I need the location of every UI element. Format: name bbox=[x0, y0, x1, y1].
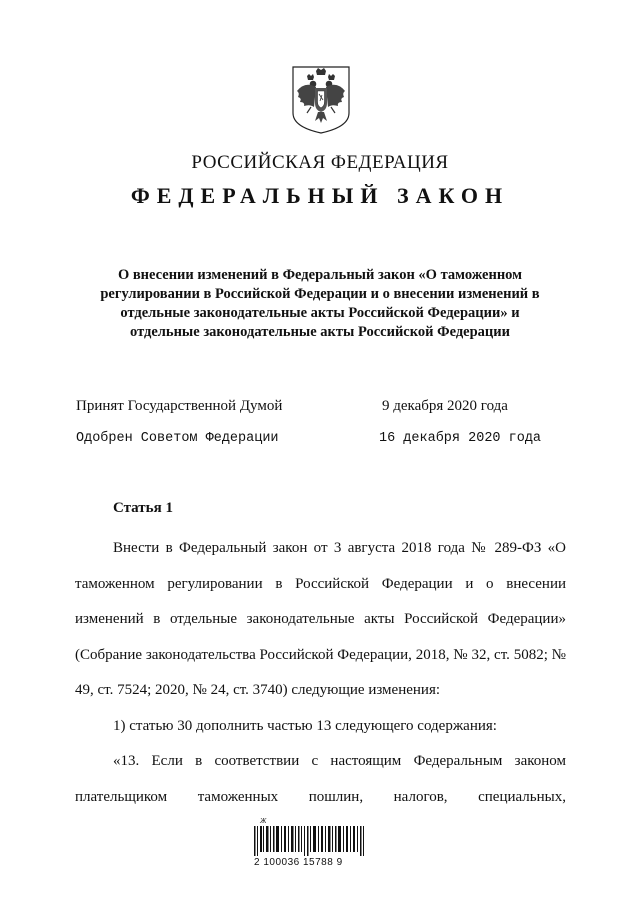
council-approval-label: Одобрен Советом Федерации bbox=[76, 431, 279, 446]
barcode-number: 2 100036 15788 9 bbox=[254, 857, 343, 868]
article-paragraph: 1) статью 30 дополнить частью 13 следующего содержания: bbox=[113, 717, 497, 734]
title-line: отдельные законодательные акты Российской Федерации» и bbox=[120, 305, 520, 321]
article-body bbox=[75, 531, 566, 815]
article-heading: Статья 1 bbox=[113, 500, 173, 516]
duma-adoption-date: 9 декабря 2020 года bbox=[382, 398, 508, 414]
council-approval-date: 16 декабря 2020 года bbox=[379, 431, 542, 446]
coat-of-arms-icon bbox=[289, 63, 353, 135]
title-line: отдельные законодательные акты Российской Федерации bbox=[130, 324, 510, 340]
document-type: ФЕДЕРАЛЬНЫЙ ЗАКОН bbox=[130, 183, 510, 208]
article-paragraph: «13. Если в соответствии с настоящим Федеральным законом плательщиком таможенных пошлин, налогов, специальных, bbox=[75, 753, 566, 805]
duma-adoption-label: Принят Государственной Думой bbox=[76, 398, 283, 414]
document-barcode bbox=[254, 817, 368, 868]
law-title bbox=[80, 266, 560, 342]
barcode-mark: Ж bbox=[260, 817, 267, 825]
article-paragraph: Внести в Федеральный закон от 3 августа 2018 года № 289-ФЗ «О таможенном регулировании в Российской Федерации и о внесении изменений в отдельные законодательные акты Российской Федерации» (Собрание законодательства Российской Федерации, 2018, № 32, ст. 5082; № 49, ст. 7524; 2020, № 24, ст. 3740) следующие изменения: bbox=[75, 540, 566, 698]
barcode-icon bbox=[254, 826, 366, 856]
country-name: РОССИЙСКАЯ ФЕДЕРАЦИЯ bbox=[191, 152, 449, 173]
title-line: регулировании в Российской Федерации и о внесении изменений в bbox=[100, 286, 540, 302]
title-line: О внесении изменений в Федеральный закон «О таможенном bbox=[117, 267, 523, 283]
